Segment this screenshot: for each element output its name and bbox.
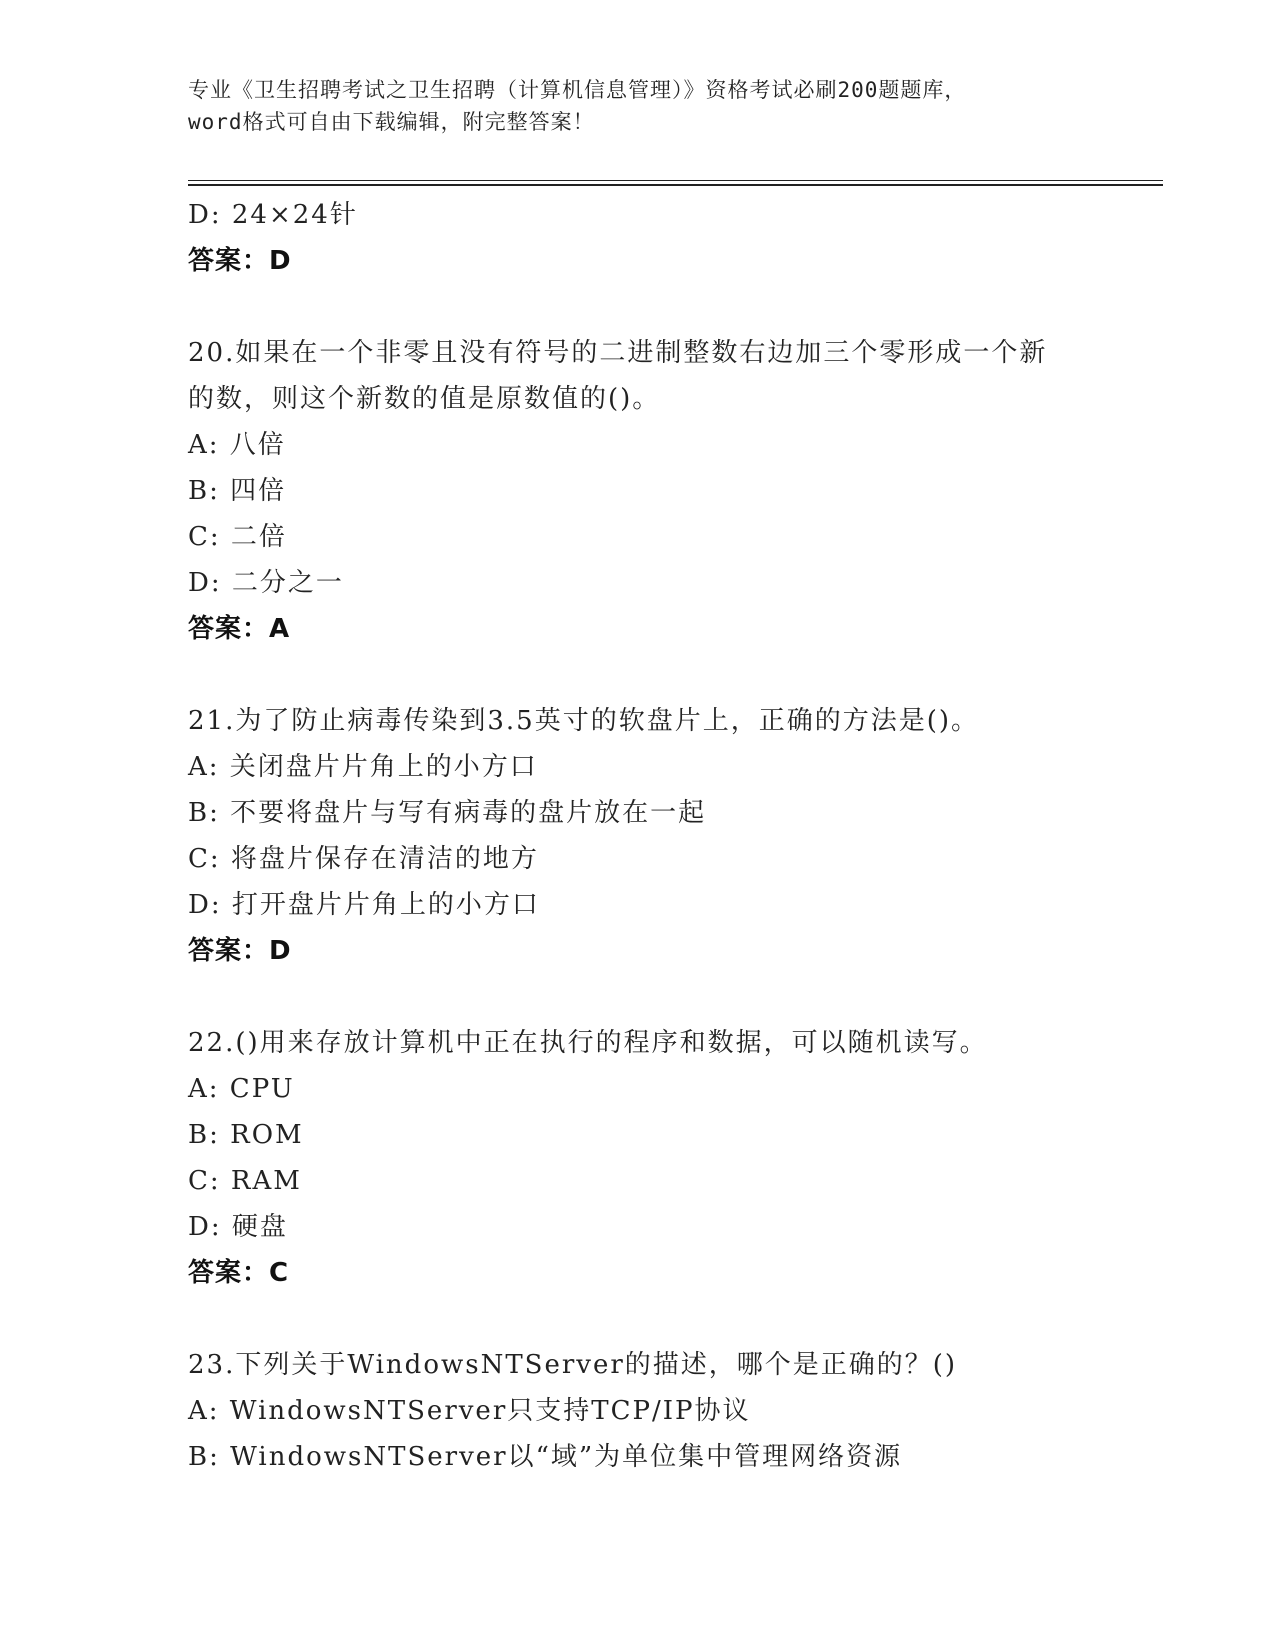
question-stem: 22.()用来存放计算机中正在执行的程序和数据，可以随机读写。 xyxy=(188,1028,988,1058)
option-c: C: RAM xyxy=(188,1166,302,1196)
spacer xyxy=(188,652,1138,698)
question-stem: 23.下列关于WindowsNTServer的描述，哪个是正确的？() xyxy=(188,1350,958,1380)
option-d: D: 硬盘 xyxy=(188,1212,288,1242)
question-20 xyxy=(188,330,1138,652)
question-content xyxy=(188,192,1138,1480)
option-b: B: 四倍 xyxy=(188,476,287,506)
header-title-line-1: 专业《卫生招聘考试之卫生招聘（计算机信息管理）》资格考试必刷200题题库， xyxy=(188,78,967,102)
option-a: A: CPU xyxy=(188,1074,295,1104)
option-a: A: 关闭盘片片角上的小方口 xyxy=(188,752,538,782)
option-d: D: 二分之一 xyxy=(188,568,344,598)
question-stem: 20.如果在一个非零且没有符号的二进制整数右边加三个零形成一个新 xyxy=(188,338,1048,368)
question-23 xyxy=(188,1342,1138,1480)
option-c: C: 二倍 xyxy=(188,522,287,552)
spacer xyxy=(188,1296,1138,1342)
question-stem-continued: 的数，则这个新数的值是原数值的()。 xyxy=(188,384,661,414)
question-stem: 21.为了防止病毒传染到3.5英寸的软盘片上，正确的方法是()。 xyxy=(188,706,979,736)
question-22 xyxy=(188,1020,1138,1296)
document-header xyxy=(188,74,1088,138)
answer-line: 答案：D xyxy=(188,246,292,276)
option-c: C: 将盘片保存在清洁的地方 xyxy=(188,844,539,874)
header-title-line-2: word格式可自由下载编辑，附完整答案！ xyxy=(188,110,595,134)
question-21 xyxy=(188,698,1138,974)
option-a: A: 八倍 xyxy=(188,430,286,460)
option-a: A: WindowsNTServer只支持TCP/IP协议 xyxy=(188,1396,751,1426)
answer-line: 答案：C xyxy=(188,1258,290,1288)
option-d: D: 打开盘片片角上的小方口 xyxy=(188,890,540,920)
header-divider-thin xyxy=(188,180,1163,181)
option-b: B: WindowsNTServer以“域”为单位集中管理网络资源 xyxy=(188,1442,903,1472)
answer-line: 答案：D xyxy=(188,936,292,966)
answer-line: 答案：A xyxy=(188,614,291,644)
option-d: D: 24×24针 xyxy=(188,200,358,230)
option-b: B: 不要将盘片与写有病毒的盘片放在一起 xyxy=(188,798,707,828)
header-divider-thick xyxy=(188,184,1163,186)
spacer xyxy=(188,974,1138,1020)
option-b: B: ROM xyxy=(188,1120,304,1150)
spacer xyxy=(188,284,1138,330)
